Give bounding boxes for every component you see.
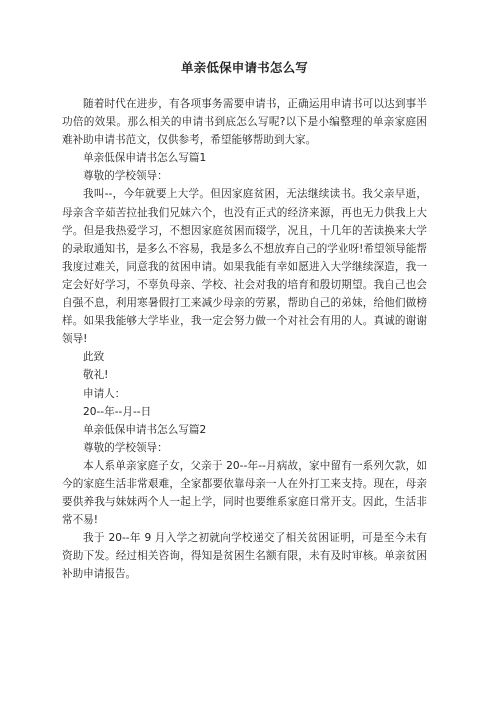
closing-cizhi: 此致 — [83, 351, 105, 364]
letter-body-2: 本人系单亲家庭子女，父亲于 20--年--月病故，家中留有一系列欠款，如今的家庭生活非常艰难，全家都要依靠母亲一人在外打工来支持。现在，母亲要供养我与妹妹两个人一起上学，同时也要维系家庭日常开支。因此，生活非常不易! — [62, 459, 427, 527]
date-line: 20--年--月--日 — [83, 405, 152, 418]
document-title: 单亲低保申请书怎么写 — [180, 60, 308, 75]
intro-paragraph: 随着时代在进步，有各项事务需要申请书，正确运用申请书可以达到事半功倍的效果。那么相关的申请书到底怎么写呢?以下是小编整理的单亲家庭困难补助申请书范文，仅供参考，希望能够帮助到大家。 — [62, 98, 427, 147]
applicant-label: 申请人： — [83, 387, 126, 400]
closing-jingli: 敬礼! — [83, 369, 109, 382]
section-heading-1: 单亲低保申请书怎么写篇1 — [83, 152, 207, 165]
salutation-2: 尊敬的学校领导： — [83, 441, 168, 454]
section-heading-2: 单亲低保申请书怎么写篇2 — [83, 423, 207, 436]
letter-body-1: 我叫--，今年就要上大学。但因家庭贫困，无法继续读书。我父亲早逝，母亲含辛茹苦拉扯我们兄妹六个，也没有正式的经济来源，再也无力供我上大学。但是我热爱学习，不想因家庭贫困而辍学，况且，十几年的苦读换来大学的录取通知书，是多么不容易，我是多么不想放弃自己的学业呀!希望领导能帮我度过难关，同意我的贫困申请。如果我能有幸如愿进入大学继续深造，我一定会好好学习，不辜负母亲、学校、社会对我的培育和殷切期望。我自己也会自强不息，利用寒暑假打工来减少母亲的劳累，帮助自己的弟妹，给他们做榜样。如果我能够大学毕业，我一定会努力做一个对社会有用的人。真诚的谢谢领导! — [62, 188, 427, 346]
salutation-1: 尊敬的学校领导： — [83, 170, 168, 183]
letter-body-3: 我于 20--年 9 月入学之初就向学校递交了相关贫困证明，可是至今未有资助下发。经过相关咨询，得知是贫困生名额有限，未有及时审核。单亲贫困补助申请报告。 — [62, 532, 427, 581]
